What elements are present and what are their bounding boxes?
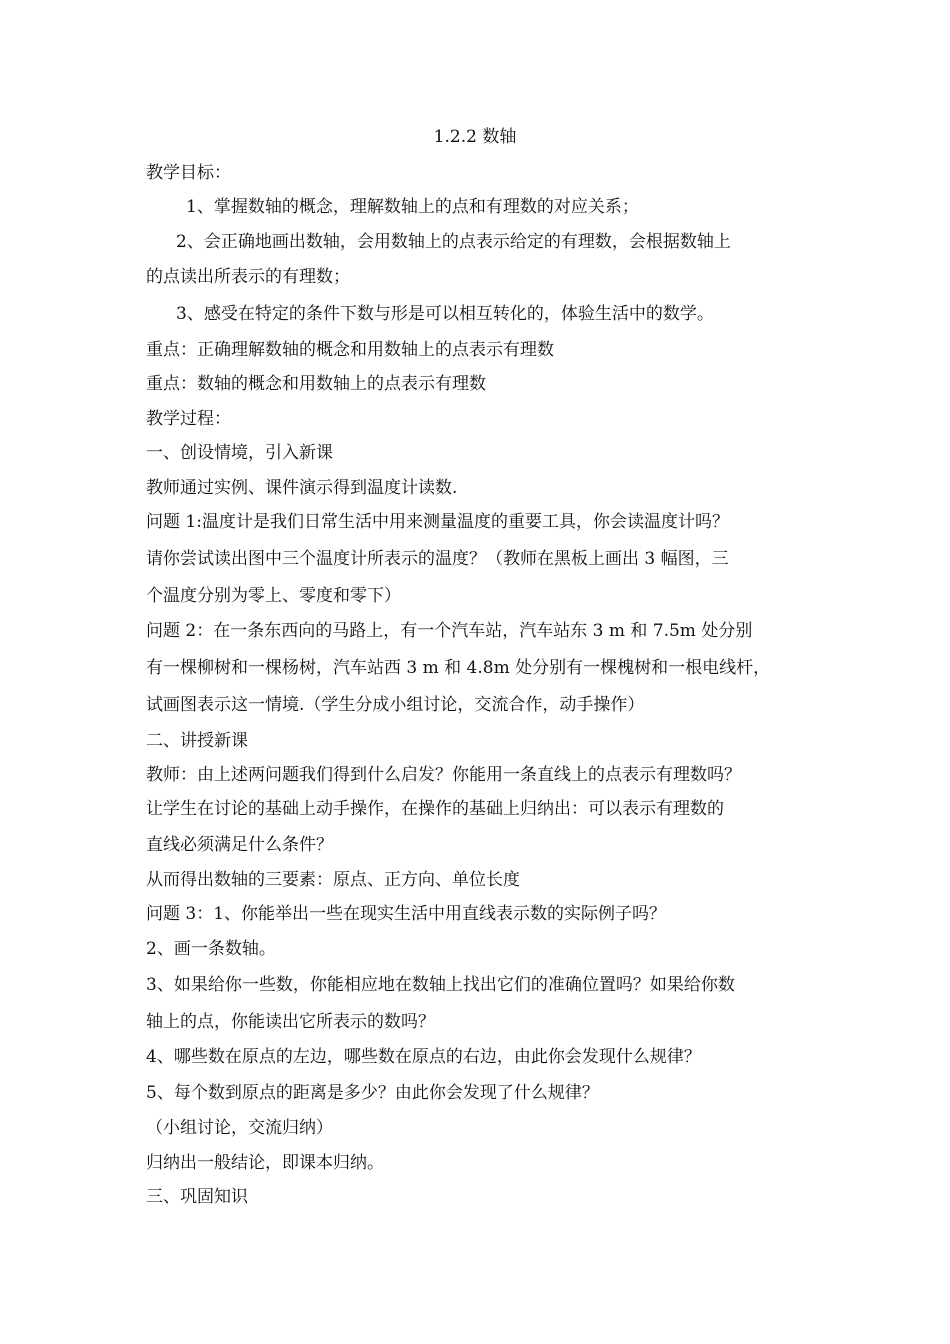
question-3-item: 3、如果给你一些数，你能相应地在数轴上找出它们的准确位置吗？如果给你数 [146, 975, 735, 995]
paragraph-line: 让学生在讨论的基础上动手操作，在操作的基础上归纳出：可以表示有理数的 [146, 799, 724, 819]
key-point-1: 重点：正确理解数轴的概念和用数轴上的点表示有理数 [146, 340, 554, 360]
question-3-item-continued: 轴上的点，你能读出它所表示的数吗？ [146, 1012, 435, 1032]
paragraph-line: （小组讨论，交流归纳） [146, 1118, 333, 1138]
question-2-continued: 试画图表示这一情境.（学生分成小组讨论，交流合作，动手操作） [146, 695, 645, 715]
paragraph-line: 从而得出数轴的三要素：原点、正方向、单位长度 [146, 870, 520, 890]
question-3-item: 5、每个数到原点的距离是多少？由此你会发现了什么规律？ [146, 1083, 599, 1103]
paragraph-line: 归纳出一般结论，即课本归纳。 [146, 1153, 384, 1173]
question-3-item: 2、画一条数轴。 [146, 939, 276, 959]
paragraph-line: 直线必须满足什么条件？ [146, 835, 333, 855]
question-2: 问题 2：在一条东西向的马路上，有一个汽车站，汽车站东 3 m 和 7.5m 处分别 [146, 621, 753, 641]
objective-2-continued: 的点读出所表示的有理数； [146, 267, 350, 287]
question-1-continued: 个温度分别为零上、零度和零下） [146, 586, 401, 606]
question-3-item: 4、哪些数在原点的左边，哪些数在原点的右边，由此你会发现什么规律？ [146, 1047, 701, 1067]
section-heading-process: 教学过程： [146, 409, 231, 429]
key-point-2: 重点：数轴的概念和用数轴上的点表示有理数 [146, 374, 486, 394]
question-2-continued: 有一棵柳树和一棵杨树，汽车站西 3 m 和 4.8m 处分别有一棵槐树和一根电线杆， [146, 658, 771, 678]
section-heading-objectives: 教学目标： [146, 163, 231, 183]
section-heading-part-3: 三、巩固知识 [146, 1187, 248, 1207]
document-title: 1.2.2 数轴 [433, 127, 517, 147]
paragraph-line: 教师：由上述两问题我们得到什么启发？你能用一条直线上的点表示有理数吗？ [146, 765, 741, 785]
objective-3: 3、感受在特定的条件下数与形是可以相互转化的，体验生活中的数学。 [176, 304, 714, 324]
objective-1: 1、掌握数轴的概念，理解数轴上的点和有理数的对应关系； [186, 197, 639, 217]
section-heading-part-1: 一、创设情境，引入新课 [146, 443, 333, 463]
question-3: 问题 3：1、你能举出一些在现实生活中用直线表示数的实际例子吗？ [146, 904, 667, 924]
paragraph-line: 教师通过实例、课件演示得到温度计读数. [146, 478, 458, 498]
question-1: 问题 1:温度计是我们日常生活中用来测量温度的重要工具，你会读温度计吗？ [146, 512, 729, 532]
question-1-continued: 请你尝试读出图中三个温度计所表示的温度？（教师在黑板上画出 3 幅图，三 [146, 549, 729, 569]
objective-2: 2、会正确地画出数轴，会用数轴上的点表示给定的有理数，会根据数轴上 [176, 232, 731, 252]
section-heading-part-2: 二、讲授新课 [146, 731, 248, 751]
